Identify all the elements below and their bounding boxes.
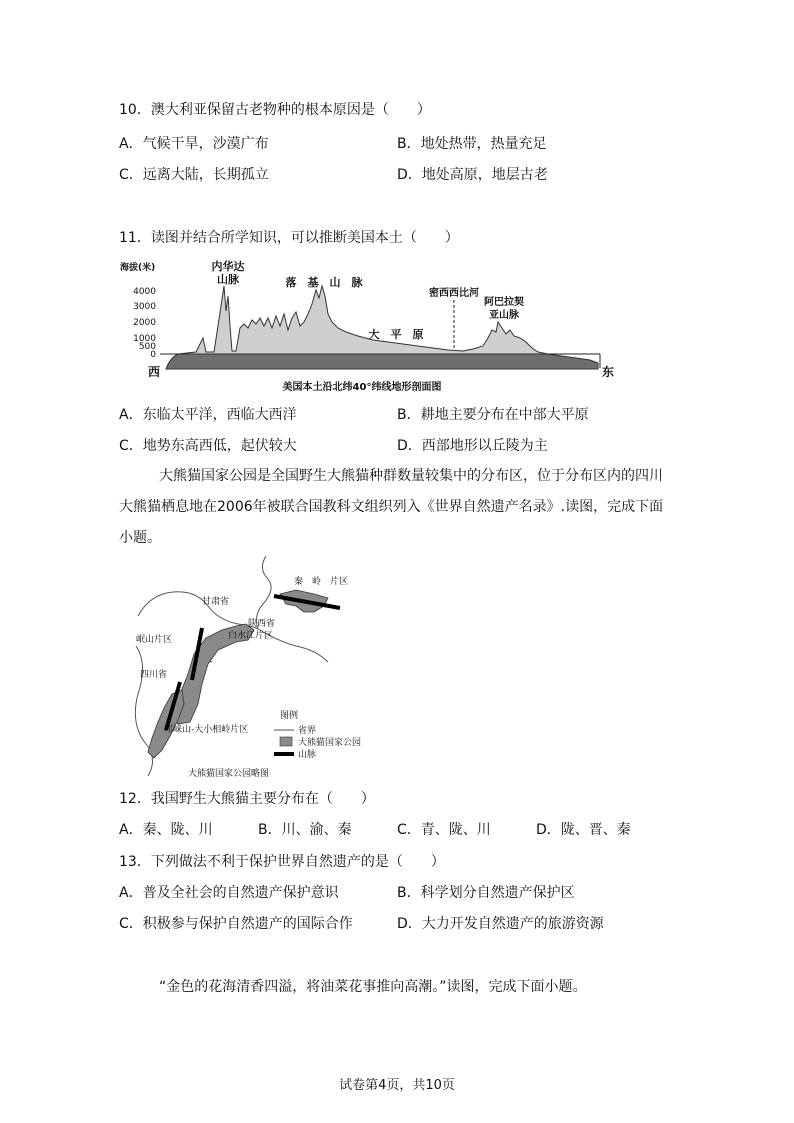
boundary-line <box>135 646 152 776</box>
label-rocky: 落 基 山 脉 <box>285 276 363 289</box>
terrain-profile-figure <box>118 256 615 396</box>
q12-stem: 12．我国野生大熊猫主要分布在（ ） <box>119 791 375 807</box>
legend-park-swatch <box>280 737 292 746</box>
panda-park-map <box>118 554 398 784</box>
q12-option-a: A．秦、陇、川 <box>119 822 213 838</box>
y-tick-0: 0 <box>150 350 156 360</box>
y-tick-500: 500 <box>138 342 156 352</box>
q13-option-c: C．积极参与保护自然遗产的国际合作 <box>119 916 353 932</box>
label-plains: 大 平 原 <box>368 328 424 341</box>
label-shaanxi: 陕西省 <box>248 619 276 629</box>
q11-option-c: C．地势东高西低，起伏较大 <box>119 438 297 454</box>
q10-option-d: D．地处高原，地层古老 <box>397 167 548 183</box>
q10-option-a: A．气候干旱，沙漠广布 <box>119 136 269 152</box>
q12-option-d: D．陇、晋、秦 <box>536 822 631 838</box>
label-mississippi: 密西西比河 <box>429 288 479 299</box>
label-east: 东 <box>602 365 615 379</box>
panda-passage-line1: 大熊猫国家公园是全国野生大熊猫种群数量较集中的分布区，位于分布区内的四川 <box>159 468 663 484</box>
label-qionglai: 邛崃山-大小相岭片区 <box>164 725 249 735</box>
label-baishuijiang: 白水江片区 <box>228 631 274 641</box>
label-minshan: 岷山片区 <box>136 635 173 645</box>
q11-option-b: B．耕地主要分布在中部大平原 <box>397 407 589 423</box>
label-appalachian-1: 阿巴拉契 <box>484 297 524 308</box>
y-axis-title: 海拔(米) <box>120 263 156 273</box>
y-tick-3000: 3000 <box>133 302 156 312</box>
label-nevada-1: 内华达 <box>211 260 245 273</box>
q10-option-c: C．远离大陆，长期孤立 <box>119 167 269 183</box>
panda-map-caption: 大熊猫国家公园略图 <box>188 769 270 779</box>
profile-base <box>166 354 598 369</box>
label-west: 西 <box>148 365 161 379</box>
rapeseed-passage: “金色的花海清香四溢，将油菜花事推向高潮。”读图，完成下面小题。 <box>159 979 587 995</box>
q10-stem: 10．澳大利亚保留古老物种的根本原因是（ ） <box>119 102 431 118</box>
q11-stem: 11．读图并结合所学知识，可以推断美国本土（ ） <box>119 230 459 246</box>
q11-option-a: A．东临太平洋，西临大西洋 <box>119 407 297 423</box>
legend-title: 图例 <box>280 711 299 721</box>
label-sichuan: 四川省 <box>140 670 168 680</box>
y-tick-2000: 2000 <box>133 318 156 328</box>
boundary-line <box>138 592 258 629</box>
label-appalachian-2: 亚山脉 <box>489 310 519 321</box>
q12-option-b: B．川、渝、秦 <box>258 822 352 838</box>
q12-option-c: C．青、陇、川 <box>397 822 491 838</box>
page-footer: 试卷第4页，共10页 <box>339 1078 455 1093</box>
legend-mountain-label: 山脉 <box>298 750 317 760</box>
q13-option-a: A．普及全社会的自然遗产保护意识 <box>119 885 339 901</box>
legend-park-label: 大熊猫国家公园 <box>298 738 362 748</box>
q10-option-b: B．地处热带，热量充足 <box>397 136 547 152</box>
q13-option-d: D．大力开发自然遗产的旅游资源 <box>397 916 604 932</box>
y-tick-4000: 4000 <box>133 287 156 297</box>
q13-option-b: B．科学划分自然遗产保护区 <box>397 885 575 901</box>
panda-passage-line3: 小题。 <box>119 530 161 546</box>
label-gansu: 甘肃省 <box>202 597 230 607</box>
label-nevada-2: 山脉 <box>217 273 239 286</box>
terrain-caption: 美国本土沿北纬40°纬线地形剖面图 <box>282 382 442 393</box>
label-qinling: 秦 岭 片区 <box>294 577 349 587</box>
y-tick-1000: 1000 <box>133 334 156 344</box>
legend-boundary-label: 省界 <box>298 726 317 736</box>
panda-passage-line2: 大熊猫栖息地在2006年被联合国教科文组织列入《世界自然遗产名录》.读图，完成下面 <box>119 499 664 515</box>
q11-option-d: D．西部地形以丘陵为主 <box>397 438 548 454</box>
q13-stem: 13．下列做法不利于保护世界自然遗产的是（ ） <box>119 854 445 870</box>
